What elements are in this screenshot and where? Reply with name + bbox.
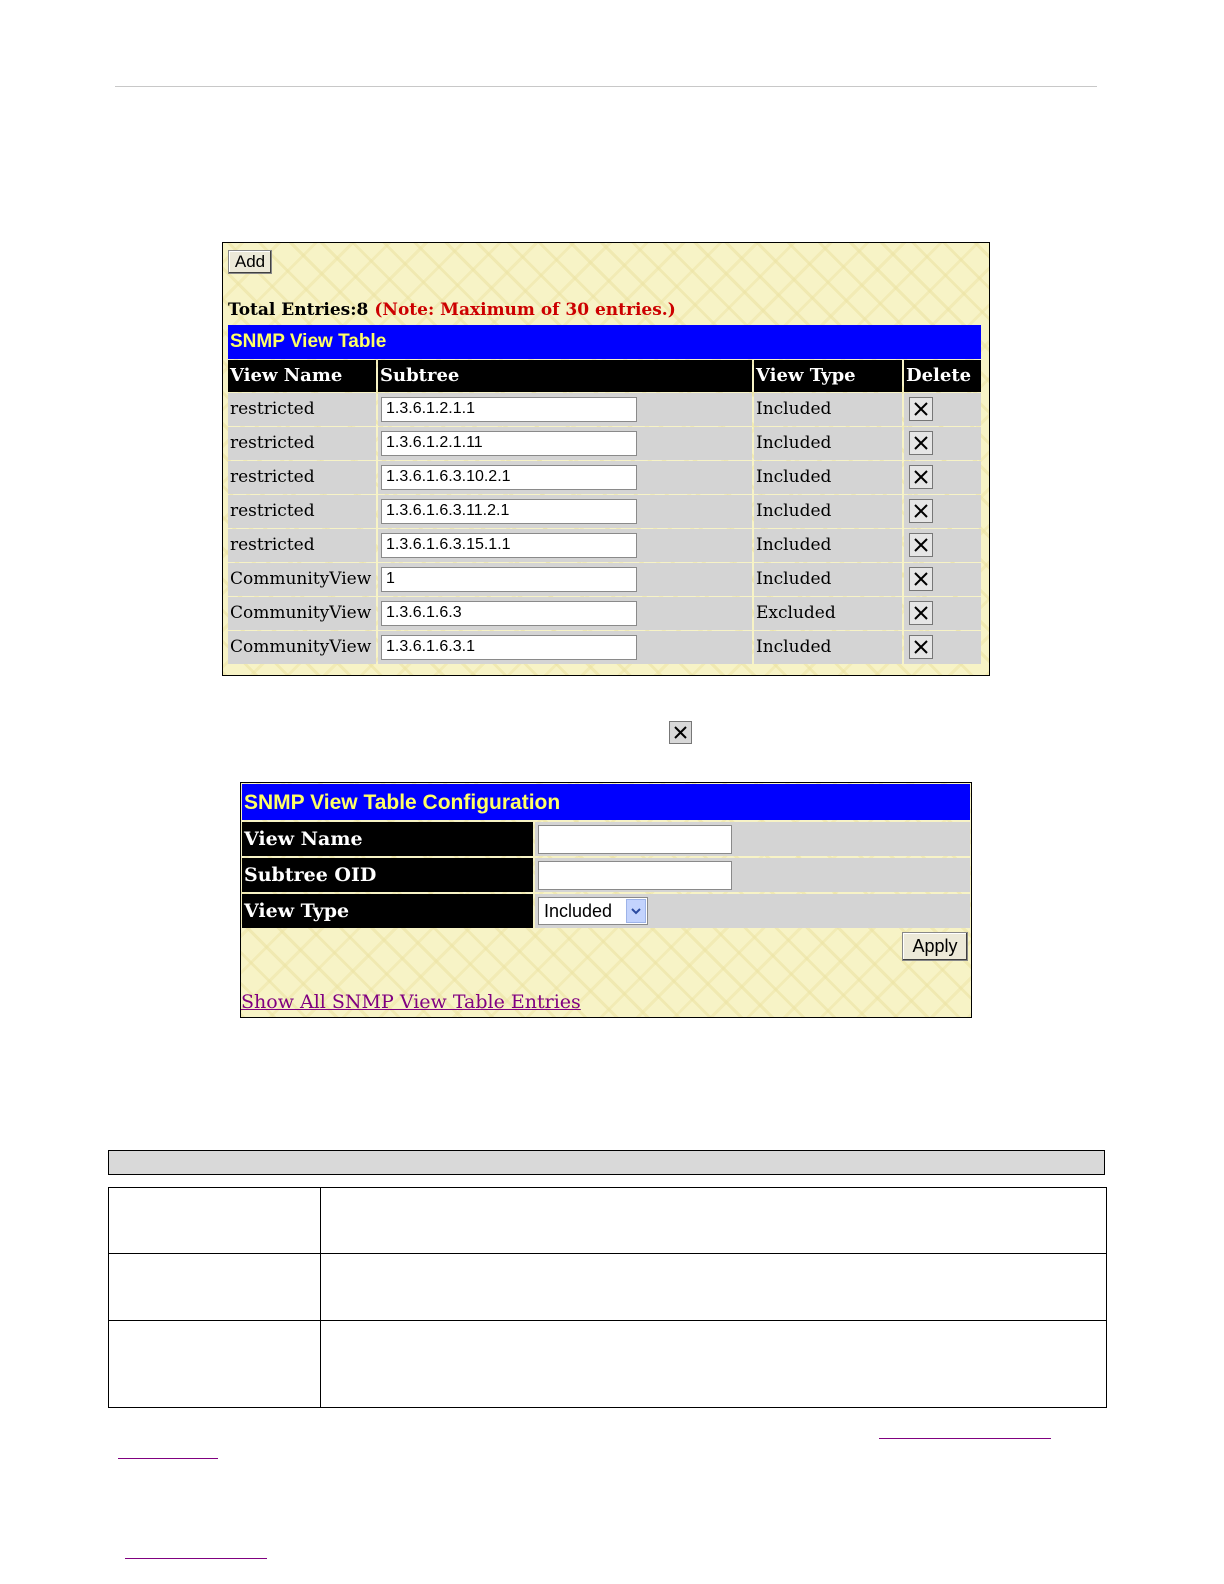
- view-name-cell: restricted: [228, 393, 376, 426]
- table-body: [228, 393, 981, 664]
- view-type-cell: Included: [754, 563, 902, 596]
- subtree-cell: [378, 631, 752, 664]
- delete-cell: [904, 393, 981, 426]
- add-button[interactable]: Add: [228, 250, 272, 274]
- table-row: [228, 495, 981, 528]
- config-row-subtree: [242, 858, 970, 892]
- subtree-oid-input[interactable]: [538, 861, 732, 890]
- snmp-view-config-panel: [240, 782, 972, 1018]
- show-all-entries-link[interactable]: Show All SNMP View Table Entries: [241, 991, 581, 1013]
- view-type-cell: Included: [754, 461, 902, 494]
- chevron-down-icon[interactable]: [626, 899, 646, 923]
- link-underline[interactable]: [125, 1558, 267, 1559]
- subtree-cell: [378, 427, 752, 460]
- table-row: [228, 631, 981, 664]
- subtree-cell: [378, 529, 752, 562]
- view-name-cell: restricted: [228, 495, 376, 528]
- view-type-cell: Included: [754, 529, 902, 562]
- page-top-rule: [115, 86, 1097, 87]
- view-type-select[interactable]: [538, 897, 648, 925]
- view-name-cell: CommunityView: [228, 597, 376, 630]
- delete-icon[interactable]: [909, 431, 933, 455]
- view-type-selected: Included: [544, 900, 613, 921]
- view-type-label: View Type: [242, 894, 533, 928]
- subtree-oid-cell: [535, 858, 970, 892]
- subtree-cell: [378, 563, 752, 596]
- delete-cell: [904, 631, 981, 664]
- delete-icon[interactable]: [909, 635, 933, 659]
- view-type-cell: [535, 894, 970, 928]
- config-row-view-type: [242, 894, 970, 928]
- subtree-input[interactable]: 1: [381, 567, 637, 592]
- view-name-cell: restricted: [228, 427, 376, 460]
- delete-icon[interactable]: [909, 533, 933, 557]
- delete-cell: [904, 495, 981, 528]
- view-name-input[interactable]: [538, 825, 732, 854]
- total-entries: [228, 300, 676, 320]
- subtree-oid-label: Subtree OID: [242, 858, 533, 892]
- view-type-cell: Excluded: [754, 597, 902, 630]
- config-title: SNMP View Table Configuration: [242, 784, 970, 820]
- snmp-view-table-panel: [222, 242, 990, 676]
- table-title: SNMP View Table: [228, 325, 981, 359]
- delete-cell: [904, 461, 981, 494]
- table-row: [228, 529, 981, 562]
- subtree-input[interactable]: 1.3.6.1.6.3.1: [381, 635, 637, 660]
- delete-cell: [904, 597, 981, 630]
- delete-cell: [904, 529, 981, 562]
- link-underline[interactable]: [879, 1438, 1051, 1439]
- subtree-cell: [378, 597, 752, 630]
- subtree-input[interactable]: 1.3.6.1.6.3.10.2.1: [381, 465, 637, 490]
- subtree-cell: [378, 393, 752, 426]
- table-row: [228, 597, 981, 630]
- table-header: [228, 360, 981, 392]
- subtree-cell: [378, 495, 752, 528]
- delete-icon[interactable]: [909, 465, 933, 489]
- total-entries-count: Total Entries:8: [228, 300, 369, 320]
- view-name-cell: [535, 822, 970, 856]
- subtree-cell: [378, 461, 752, 494]
- col-header-subtree: Subtree: [378, 360, 752, 392]
- view-name-cell: CommunityView: [228, 563, 376, 596]
- subtree-input[interactable]: 1.3.6.1.2.1.1: [381, 397, 637, 422]
- link-underline[interactable]: [118, 1458, 218, 1459]
- delete-icon[interactable]: [909, 567, 933, 591]
- apply-button[interactable]: Apply: [902, 932, 968, 961]
- snmp-view-table: [228, 325, 981, 664]
- subtree-input[interactable]: 1.3.6.1.2.1.11: [381, 431, 637, 456]
- view-name-cell: restricted: [228, 461, 376, 494]
- config-row-view-name: [242, 822, 970, 856]
- delete-cell: [904, 427, 981, 460]
- view-type-cell: Included: [754, 427, 902, 460]
- view-type-cell: Included: [754, 393, 902, 426]
- table-row: [228, 427, 981, 460]
- view-name-label: View Name: [242, 822, 533, 856]
- description-table-rule: [109, 1320, 1106, 1321]
- table-row: [228, 563, 981, 596]
- max-entries-note: (Note: Maximum of 30 entries.): [374, 300, 676, 320]
- description-table-divider: [320, 1188, 321, 1407]
- view-type-cell: Included: [754, 495, 902, 528]
- description-table: [108, 1187, 1107, 1408]
- table-row: [228, 461, 981, 494]
- subtree-input[interactable]: 1.3.6.1.6.3.11.2.1: [381, 499, 637, 524]
- delete-icon[interactable]: [909, 601, 933, 625]
- col-header-delete: Delete: [904, 360, 981, 392]
- view-name-cell: restricted: [228, 529, 376, 562]
- col-header-view-type: View Type: [754, 360, 902, 392]
- col-header-view-name: View Name: [228, 360, 376, 392]
- view-type-cell: Included: [754, 631, 902, 664]
- delete-icon[interactable]: [909, 397, 933, 421]
- delete-cell: [904, 563, 981, 596]
- table-row: [228, 393, 981, 426]
- subtree-input[interactable]: 1.3.6.1.6.3: [381, 601, 637, 626]
- delete-icon[interactable]: [909, 499, 933, 523]
- delete-icon-reference: [669, 721, 692, 744]
- subtree-input[interactable]: 1.3.6.1.6.3.15.1.1: [381, 533, 637, 558]
- description-table-rule: [109, 1253, 1106, 1254]
- view-name-cell: CommunityView: [228, 631, 376, 664]
- description-table-header: [108, 1150, 1105, 1175]
